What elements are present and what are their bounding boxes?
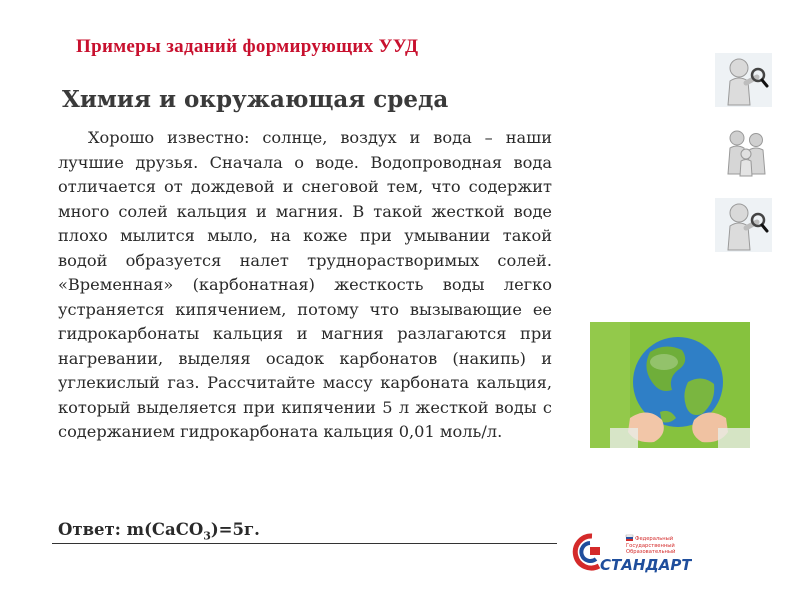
task-paragraph: Хорошо известно: солнце, воздух и вода – наши лучшие друзья. Сначала о воде. Водопроводная вода отличается от дождевой и снеговой тем, что содержит много солей кальция и магния. В такой жесткой воде плохо мылится мыло, на коже при умывании такой водой образуется налет труднорастворимых солей. «Временная» (карбонатная) жесткость воды легко устраняется кипячением, потому что вызывающие ее гидрокарбонаты кальция и магния разлагаются при нагревании, выделяя осадок карбонатов (накипь) и углекислый газ. Рассчитайте массу карбоната кальция, который выделяется при кипячении 5 л жесткой воды с содержанием гидрокарбоната кальция 0,01 моль/л. [58,128,552,441]
logo-line-3: Образовательный [626,549,676,555]
answer-line [58,520,260,542]
answer-suffix: )=5г. [210,520,260,539]
bottom-divider [52,543,557,544]
task-text-block [58,126,552,445]
section-subtitle: Химия и окружающая среда [62,86,449,113]
fgos-standard-logo [572,528,692,578]
magnifier-person-icon [715,53,772,107]
slide-title: Примеры заданий формирующих УУД [76,36,419,57]
family-icon [718,126,775,180]
logo-line-1: Федеральный [635,536,674,542]
logo-line-2: Государственный [626,543,675,549]
answer-subscript: 3 [203,529,211,543]
answer-prefix: Ответ: m(CaCO [58,520,204,539]
magnifier-person-icon [715,198,772,252]
logo-name: СТАНДАРТ [600,556,692,574]
globe-in-hands-image [590,322,750,448]
